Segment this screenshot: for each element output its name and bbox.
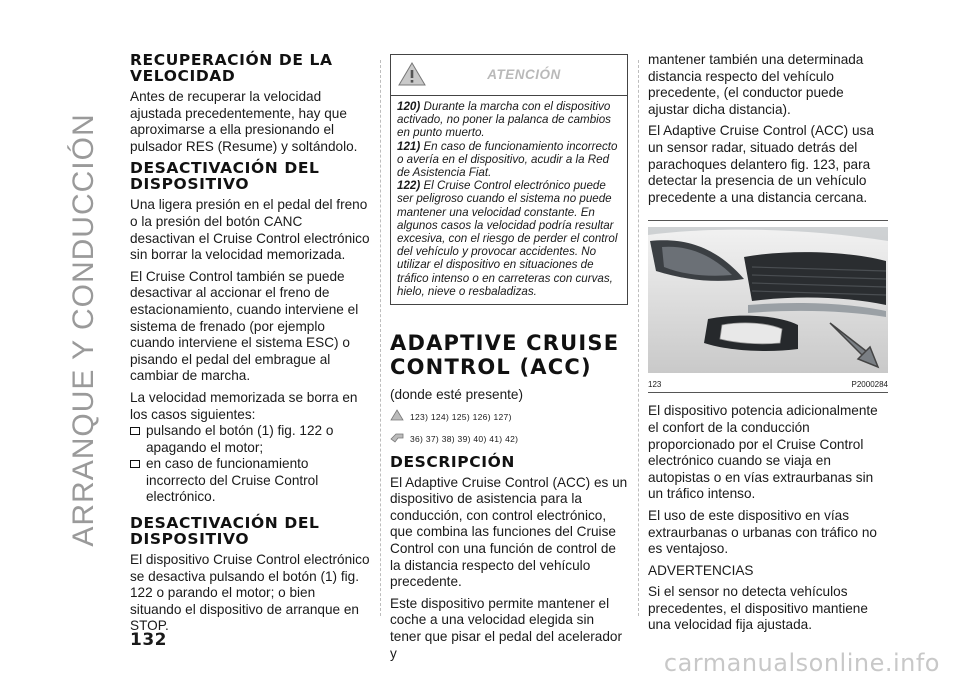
column-middle: [390, 52, 628, 662]
figure-label: 123: [648, 380, 662, 390]
heading-deactivation-2: DESACTIVACIÓN DEL DISPOSITIVO: [130, 514, 320, 549]
paragraph-heading-warnings: ADVERTENCIAS: [648, 562, 754, 578]
column-right: [648, 52, 888, 634]
warning-box: [390, 54, 628, 305]
paragraph: El Adaptive Cruise Control (ACC) usa un sensor radar, situado detrás del parachoques delantero fig. 123, para detectar la presencia de un vehículo precedente a una distancia cercana.: [648, 123, 874, 205]
paragraph: El Cruise Control también se puede desactivar al accionar el freno de estacionamiento, cuando interviene el sistema de frenado (por ejemplo cuando interviene el sistema ESC) o pisando el pedal del embrague al cambiar de marcha.: [130, 268, 359, 384]
figure-caption: [648, 380, 888, 393]
paragraph: El dispositivo Cruise Control electrónico se desactiva pulsando el botón (1) fig. 122 o parando el motor; o bien situando el dispositivo de arranque en STOP.: [130, 552, 370, 634]
paragraph: Si el sensor no detecta vehículos precedentes, el dispositivo mantiene una velocidad fija ajustada.: [648, 584, 868, 633]
paragraph: El uso de este dispositivo en vías extraurbanas o urbanas con tráfico no es ventajoso.: [648, 507, 877, 557]
paragraph: La velocidad memorizada se borra en los casos siguientes:: [130, 389, 358, 422]
page-number: 132: [130, 630, 167, 650]
paragraph: Antes de recuperar la velocidad ajustada precedentemente, hay que aproximarse a ella presionando el pulsador RES (Resume) y soltándolo.: [130, 89, 358, 154]
warning-refs: [390, 408, 628, 426]
list-item: [130, 456, 370, 506]
paragraph: Este dispositivo permite mantener el coche a una velocidad elegida sin tener que pisar el pedal del acelerador y: [390, 595, 623, 661]
note-refs: [390, 430, 628, 448]
chapter-side-title: ARRANQUE Y CONDUCCIÓN: [67, 113, 100, 547]
paragraph: Una ligera presión en el pedal del freno o la presión del botón CANC desactivan el Cruise Control electrónico sin borrar la velocidad memorizada.: [130, 197, 370, 263]
warning-triangle-icon: [390, 408, 404, 426]
paragraph: mantener también una determinada distancia respecto del vehículo precedente, (el conductor puede ajustar dicha distancia).: [648, 52, 864, 117]
bullet-square-icon: [130, 460, 140, 468]
warning-item: 120) Durante la marcha con el dispositivo activado, no poner la palanca de cambios en punto muerto.: [397, 100, 611, 140]
car-front-radar-image: [648, 227, 888, 373]
paragraph: El Adaptive Cruise Control (ACC) es un dispositivo de asistencia para la conducción, con control electrónico, que combina las funciones del Cruise Control con una función de control de la distancia respecto del vehículo precedente.: [390, 474, 628, 590]
list-item: [130, 423, 370, 456]
column-divider: [638, 60, 639, 616]
warning-item: 122) El Cruise Control electrónico puede ser peligroso cuando el sistema no puede mantener una velocidad constante. En algunos casos la velocidad podría resultar excesiva, con el riesgo de perder el control del vehículo y provocar accidentes. No utilizar el dispositivo en situaciones de tráfico intenso o en carreteras con curvas, hielo, nieve o resbaladizas.: [397, 179, 618, 298]
paragraph: El dispositivo potencia adicionalmente el confort de la conducción proporcionado por el Cruise Control electrónico cuando se viaja en autopistas o en vías extraurbanas sin un tráfico intenso.: [648, 403, 878, 502]
refs-text: 36) 37) 38) 39) 40) 41) 42): [410, 433, 519, 444]
figure-code: P2000284: [851, 380, 888, 390]
list-item-text: pulsando el botón (1) fig. 122 o apagando el motor;: [146, 423, 334, 455]
heading-acc: ADAPTIVE CRUISE CONTROL (ACC): [390, 331, 620, 380]
list-item-text: en caso de funcionamiento incorrecto del Cruise Control electrónico.: [146, 456, 319, 505]
column-divider: [380, 60, 381, 616]
warning-header: [391, 55, 627, 96]
watermark: carmanualsonline.info: [663, 649, 940, 677]
warning-title: ATENCIÓN: [487, 67, 561, 82]
subheading: (donde esté presente): [390, 387, 524, 403]
warning-item: 121) En caso de funcionamiento incorrecto o avería en el dispositivo, acudir a la Red de Asistencia Fiat.: [397, 139, 618, 180]
warning-body: [391, 96, 627, 304]
heading-description: DESCRIPCIÓN: [390, 452, 515, 471]
hand-note-icon: [390, 430, 404, 448]
bullet-square-icon: [130, 427, 140, 435]
heading-velocity-recovery: RECUPERACIÓN DE LA VELOCIDAD: [130, 51, 333, 85]
figure-123: [648, 220, 888, 393]
column-left: [130, 52, 370, 635]
refs-text: 123) 124) 125) 126) 127): [410, 411, 512, 422]
heading-deactivation: DESACTIVACIÓN DEL DISPOSITIVO: [130, 159, 320, 194]
